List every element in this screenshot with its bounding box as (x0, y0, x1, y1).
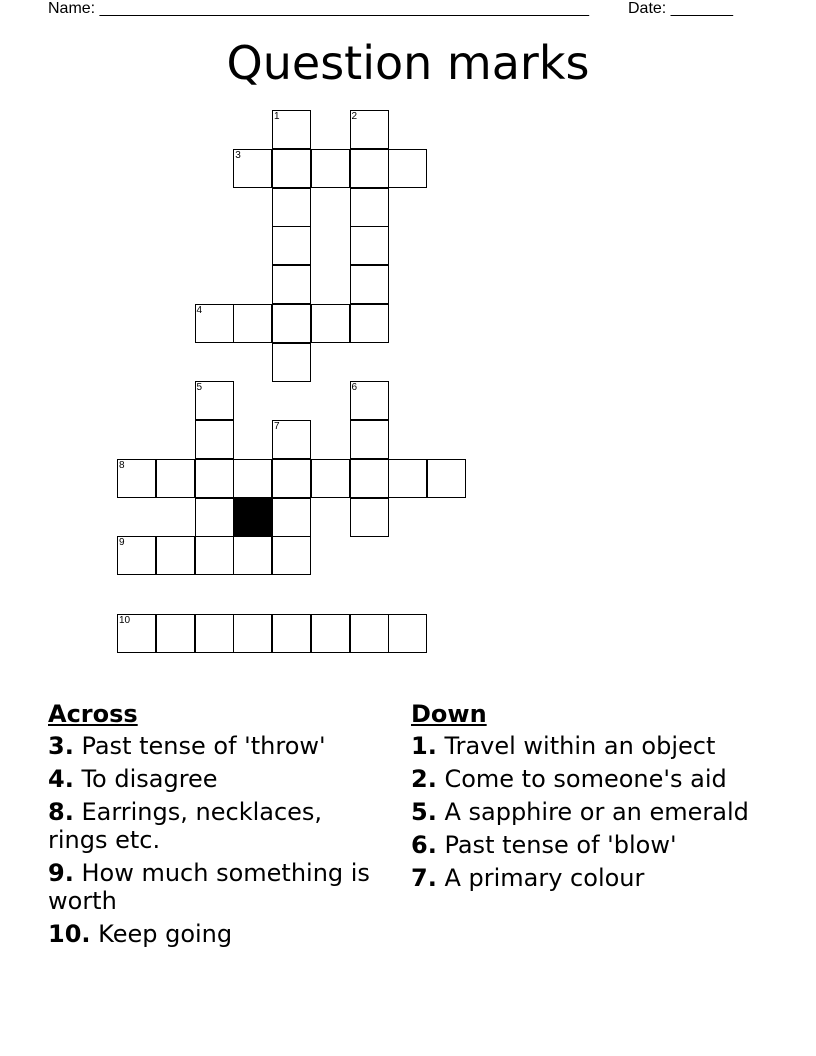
crossword-cell[interactable] (272, 226, 311, 265)
across-clue (48, 859, 378, 915)
crossword-cell[interactable] (272, 343, 311, 382)
date-field-label: Date: _______ (628, 0, 733, 17)
clue-number: 4. (48, 765, 74, 793)
crossword-cell[interactable] (195, 536, 234, 575)
clue-number: 6. (411, 831, 437, 859)
down-clue (411, 765, 771, 793)
cell-number: 7 (274, 421, 280, 432)
across-clue (48, 920, 378, 948)
crossword-cell[interactable] (195, 420, 234, 459)
clue-text: A primary colour (436, 864, 645, 892)
crossword-cell[interactable] (350, 381, 389, 420)
down-clue (411, 732, 771, 760)
crossword-cell[interactable] (272, 498, 311, 537)
cell-number: 1 (274, 111, 280, 122)
clue-text: To disagree (73, 765, 218, 793)
down-clue (411, 831, 771, 859)
down-clues (411, 700, 771, 897)
clue-number: 9. (48, 859, 74, 887)
crossword-cell[interactable] (350, 498, 389, 537)
cell-number: 8 (119, 459, 125, 471)
clue-number: 5. (411, 798, 437, 826)
crossword-cell[interactable] (427, 459, 466, 498)
crossword-cell[interactable] (311, 614, 350, 653)
name-field-label: Name: _______________________________________________________ (48, 0, 589, 17)
across-clue (48, 798, 378, 854)
crossword-cell[interactable] (195, 304, 234, 343)
across-heading: Across (48, 700, 138, 728)
clue-number: 8. (48, 798, 74, 826)
crossword-cell[interactable] (117, 459, 156, 498)
crossword-cell[interactable] (388, 149, 427, 188)
clue-number: 10. (48, 920, 91, 948)
crossword-cell[interactable] (195, 498, 234, 537)
crossword-cell[interactable] (272, 188, 311, 227)
crossword-cell[interactable] (233, 459, 272, 498)
across-clue (48, 732, 378, 760)
clue-text: Travel within an object (436, 732, 716, 760)
crossword-cell[interactable] (388, 614, 427, 653)
blocked-cell (233, 498, 272, 537)
crossword-cell[interactable] (311, 304, 350, 343)
clue-text: Past tense of 'blow' (436, 831, 677, 859)
clue-number: 7. (411, 864, 437, 892)
crossword-cell[interactable] (350, 265, 389, 304)
crossword-cell[interactable] (233, 149, 272, 188)
clue-text: A sapphire or an emerald (436, 798, 749, 826)
clue-number: 1. (411, 732, 437, 760)
crossword-cell[interactable] (156, 614, 195, 653)
clue-text: Past tense of 'throw' (73, 732, 326, 760)
cell-number: 6 (351, 382, 358, 394)
clue-text: Earrings, necklaces, rings etc. (48, 798, 323, 854)
crossword-cell[interactable] (311, 149, 350, 188)
crossword-cell[interactable] (350, 110, 389, 149)
crossword-cell[interactable] (272, 614, 311, 653)
cell-number: 2 (351, 111, 358, 122)
across-clues (48, 700, 378, 953)
crossword-cell[interactable] (233, 614, 272, 653)
crossword-cell[interactable] (350, 226, 389, 265)
crossword-cell[interactable] (350, 149, 389, 188)
crossword-cell[interactable] (311, 459, 350, 498)
crossword-cell[interactable] (233, 536, 272, 575)
crossword-cell[interactable] (272, 265, 311, 304)
cell-number: 9 (119, 537, 125, 549)
crossword-cell[interactable] (156, 536, 195, 575)
crossword-cell[interactable] (195, 459, 234, 498)
crossword-cell[interactable] (350, 188, 389, 227)
crossword-cell[interactable] (272, 420, 311, 459)
crossword-cell[interactable] (272, 536, 311, 575)
crossword-cell[interactable] (272, 149, 311, 188)
crossword-cell[interactable] (117, 614, 156, 653)
crossword-cell[interactable] (195, 614, 234, 653)
crossword-cell[interactable] (272, 459, 311, 498)
page-title: Question marks (226, 36, 590, 90)
crossword-cell[interactable] (350, 304, 389, 343)
crossword-cell[interactable] (350, 420, 389, 459)
crossword-cell[interactable] (117, 536, 156, 575)
clue-text: Come to someone's aid (436, 765, 727, 793)
crossword-cell[interactable] (233, 304, 272, 343)
crossword-cell[interactable] (350, 614, 389, 653)
crossword-cell[interactable] (272, 110, 311, 149)
down-heading: Down (411, 700, 487, 728)
clue-number: 3. (48, 732, 74, 760)
clue-number: 2. (411, 765, 437, 793)
down-clue (411, 864, 771, 892)
crossword-cell[interactable] (156, 459, 195, 498)
crossword-cell[interactable] (388, 459, 427, 498)
cell-number: 4 (196, 304, 203, 316)
cell-number: 5 (196, 382, 203, 394)
cell-number: 10 (119, 614, 131, 626)
across-clue (48, 765, 378, 793)
down-clue (411, 798, 771, 826)
clue-text: How much something is worth (48, 859, 370, 915)
crossword-cell[interactable] (272, 304, 311, 343)
crossword-cell[interactable] (350, 459, 389, 498)
clue-text: Keep going (90, 920, 233, 948)
cell-number: 3 (235, 149, 241, 161)
crossword-cell[interactable] (195, 381, 234, 420)
